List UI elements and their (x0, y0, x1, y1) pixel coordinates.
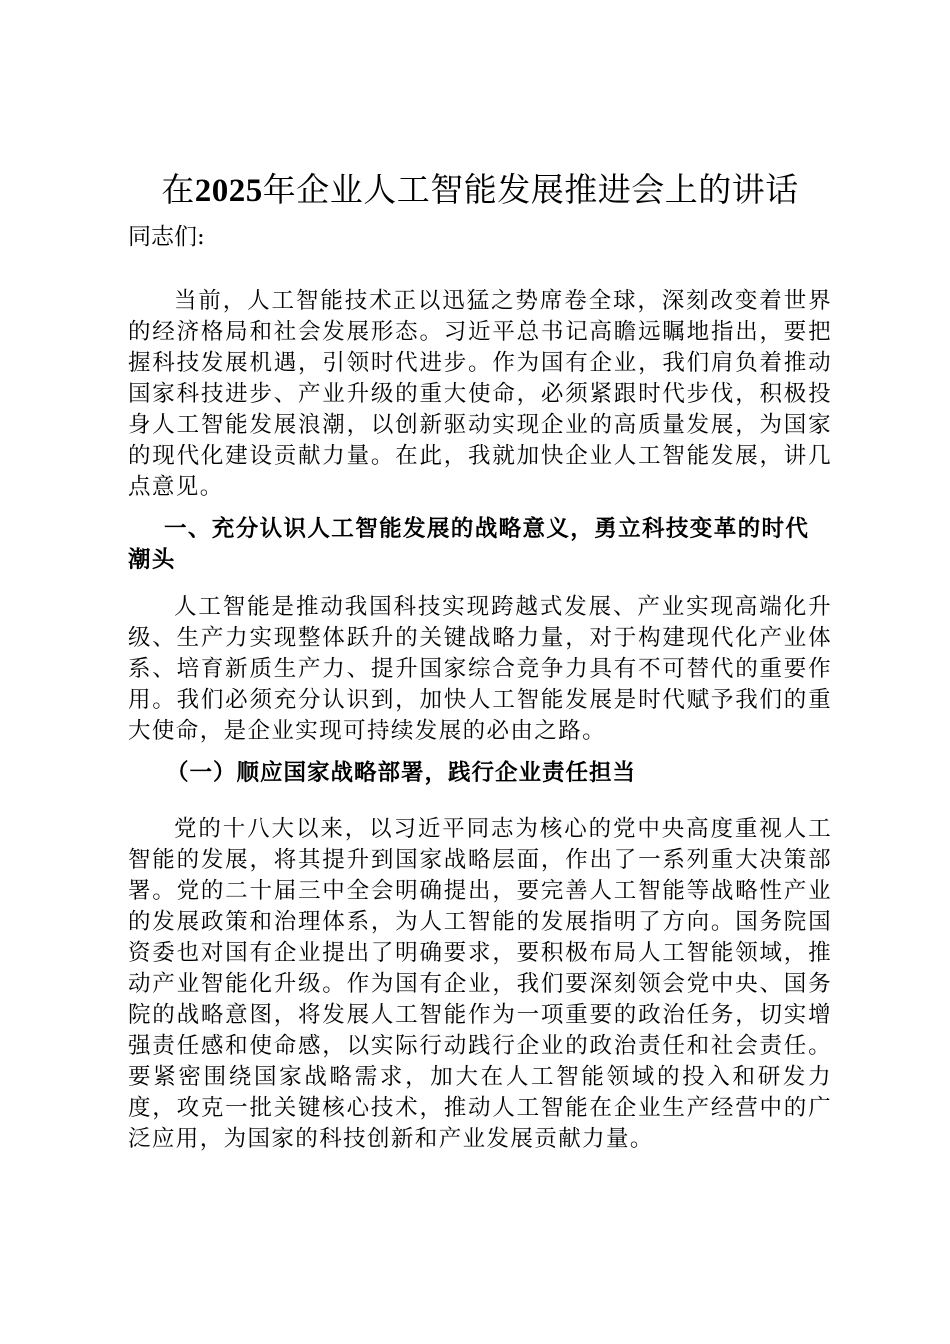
subsection-heading-1: （一）顺应国家战略部署，践行企业责任担当 (166, 760, 637, 786)
subsection-1-paragraph: 党的十八大以来，以习近平同志为核心的党中央高度重视人工智能的发展，将其提升到国家战略层面，作出了一系列重大决策部署。党的二十届三中全会明确提出，要完善人工智能等战略性产业的发展政策和治理体系，为人工智能的发展指明了方向。国务院国资委也对国有企业提出了明确要求，要积极布局人工智能领域，推动产业智能化升级。作为国有企业，我们要深刻领会党中央、国务院的战略意图，将发展人工智能作为一项重要的政治任务，切实增强责任感和使命感，以实际行动践行企业的政治责任和社会责任。要紧密围绕国家战略需求，加大在人工智能领域的投入和研发力度，攻克一批关键核心技术，推动人工智能在企业生产经营中的广泛应用，为国家的科技创新和产业发展贡献力量。 (128, 816, 832, 1152)
title-prefix: 在 (161, 170, 195, 209)
document-title (118, 170, 842, 211)
section-1-paragraph: 人工智能是推动我国科技实现跨越式发展、产业实现高端化升级、生产力实现整体跃升的关键战略力量，对于构建现代化产业体系、培育新质生产力、提升国家综合竞争力具有不可替代的重要作用。我们必须充分认识到，加快人工智能发展是时代赋予我们的重大使命，是企业实现可持续发展的必由之路。 (128, 594, 832, 744)
intro-paragraph: 当前，人工智能技术正以迅猛之势席卷全球，深刻改变着世界的经济格局和社会发展形态。习近平总书记高瞻远瞩地指出，要把握科技发展机遇，引领时代进步。作为国有企业，我们肩负着推动国家科技进步、产业升级的重大使命，必须紧跟时代步伐，积极投身人工智能发展浪潮，以创新驱动实现企业的高质量发展，为国家的现代化建设贡献力量。在此，我就加快企业人工智能发展，讲几点意见。 (128, 288, 832, 500)
title-suffix: 年企业人工智能发展推进会上的讲话 (262, 170, 799, 209)
section-heading-1: 一、充分认识人工智能发展的战略意义，勇立科技变革的时代潮头 (128, 516, 810, 573)
salutation: 同志们: (128, 224, 205, 250)
title-year: 2025 (194, 173, 263, 209)
